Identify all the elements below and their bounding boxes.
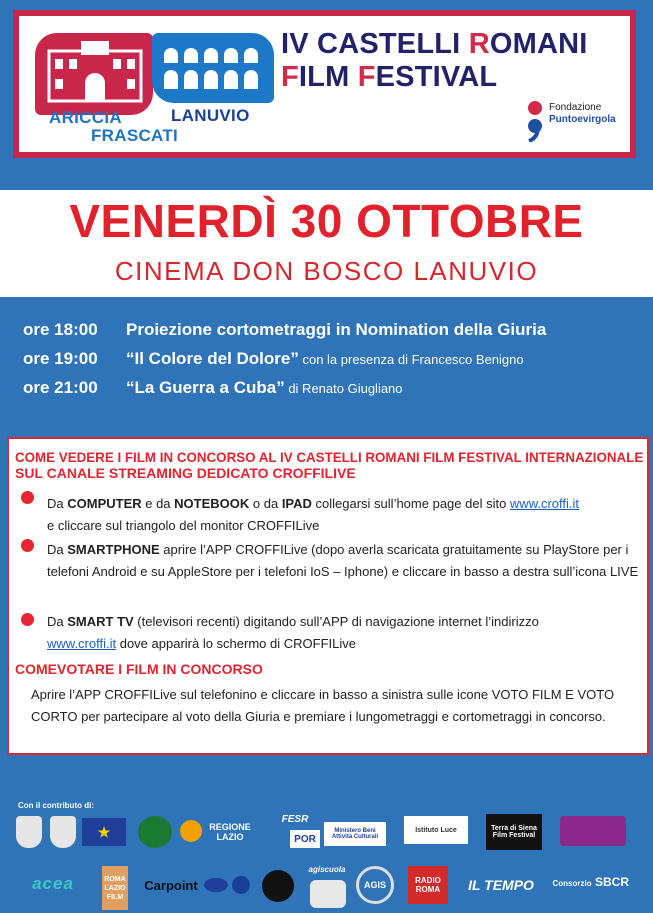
- schedule-extra: con la presenza di Francesco Benigno: [298, 352, 524, 367]
- ariccia-palace-icon: [35, 33, 153, 115]
- fondazione-line1: Fondazione: [549, 102, 602, 113]
- crest-icon: [16, 816, 42, 848]
- fondazione-text: [549, 102, 616, 126]
- text-part: o da: [249, 496, 282, 511]
- event-venue: CINEMA DON BOSCO LANUVIO: [114, 256, 539, 286]
- instruction-smart-tv: [47, 611, 642, 655]
- text-part: e cliccare sul triangolo del monitor CROFFILive: [47, 518, 320, 533]
- schedule-time: ore 21:00: [23, 378, 98, 397]
- radio-logo: RADIO ROMA: [408, 866, 448, 904]
- semicolon-logo-icon: [523, 98, 547, 142]
- schedule-list: [23, 320, 546, 407]
- streaming-heading-line2: SUL CANALE STREAMING DEDICATO CROFFILIVE: [15, 465, 356, 481]
- bullet-dot-icon: [21, 539, 34, 552]
- streaming-info-box: [7, 437, 649, 755]
- keyword: SMARTPHONE: [67, 542, 160, 557]
- town-frascati: FRASCATI: [91, 126, 179, 145]
- text-part: e da: [141, 496, 175, 511]
- lanuvio-logo-block: [152, 33, 274, 103]
- text-part: dove apparirà lo schermo di CROFFILive: [116, 636, 356, 651]
- ford-icon: [204, 878, 228, 892]
- vote-heading: COMEVOTARE I FILM IN CONCORSO: [15, 661, 263, 677]
- bullet-dot-icon: [21, 491, 34, 504]
- festival-title: [281, 28, 636, 94]
- streaming-heading-line1: COME VEDERE I FILM IN CONCORSO AL IV CASTELLI ROMANI FILM FESTIVAL INTERNAZIONALE: [15, 449, 644, 465]
- lazio-emblem-icon: [180, 820, 202, 842]
- schedule-title: “Il Colore del Dolore”: [126, 349, 299, 368]
- vote-instructions: Aprire l’APP CROFFILive sul telefonino e cliccare in basso a sinistra sulle icone VOTO FILM E VOTO CORTO per partecipare al voto della Giuria e premiare i lungometraggi e cortometraggi in concorso.: [31, 687, 615, 724]
- carpoint-logo: Carpoint: [144, 877, 198, 893]
- keyword: IPAD: [281, 496, 312, 511]
- festival-title-line2: [281, 61, 636, 94]
- instruction-computer: [47, 493, 642, 537]
- agiscuola-logo: agiscuola: [308, 864, 346, 874]
- croffi-link[interactable]: www.croffi.it: [509, 496, 580, 511]
- bullet-dot-icon: [21, 613, 34, 626]
- keyword: COMPUTER: [67, 496, 142, 511]
- schedule-title: Proiezione cortometraggi in Nomination della Giuria: [126, 320, 547, 339]
- schedule-time: ore 19:00: [23, 349, 98, 368]
- text-part: Da: [47, 496, 68, 511]
- text-part: (televisori recenti) digitando sull’APP di navigazione internet l’indirizzo: [133, 614, 539, 629]
- roma-lazio-film-logo: ROMA LAZIO FILM: [102, 866, 128, 910]
- keyword: NOTEBOOK: [174, 496, 250, 511]
- fesr-logo: FESR: [281, 813, 309, 825]
- title-accent: R: [468, 28, 490, 60]
- schedule-extra: di Renato Giugliano: [284, 381, 403, 396]
- vw-icon: [232, 876, 250, 894]
- schedule-row: [23, 378, 546, 407]
- fondazione-line2: Puntoevirgola: [549, 114, 616, 125]
- il-tempo-logo: IL TEMPO: [468, 877, 534, 893]
- text-part: Da: [47, 542, 68, 557]
- ariccia-logo-block: [35, 33, 153, 115]
- emblem-icon: [138, 816, 172, 848]
- festival-badge-icon: [560, 816, 626, 846]
- eu-flag-icon: ★: [82, 818, 126, 846]
- schedule-row: [23, 349, 546, 378]
- festival-header: [13, 10, 636, 158]
- regione-lazio-logo: REGIONE LAZIO: [209, 822, 251, 842]
- text-part: collegarsi sull’home page del sito: [311, 496, 510, 511]
- seal-icon: [262, 870, 294, 902]
- keyword: SMART TV: [67, 614, 134, 629]
- acea-logo: acea: [32, 874, 74, 893]
- event-date: VENERDÌ 30 OTTOBRE: [69, 195, 584, 247]
- header-panel: [19, 16, 630, 152]
- title-accent: F: [281, 61, 299, 93]
- consorzio-logo: Consorzio: [552, 878, 592, 888]
- title-accent: F: [357, 61, 376, 93]
- instruction-smartphone: [47, 539, 642, 583]
- croffi-link[interactable]: www.croffi.it: [47, 636, 117, 651]
- por-logo: POR: [290, 830, 320, 848]
- title-part: OMANI: [489, 28, 588, 60]
- title-part: ESTIVAL: [375, 61, 498, 93]
- fondazione-logo: [523, 98, 633, 148]
- town-lanuvio: LANUVIO: [171, 106, 250, 125]
- streaming-heading: [15, 449, 645, 481]
- schedule-time: ore 18:00: [23, 320, 98, 339]
- terra-di-siena-logo: Terra di Siena Film Festival: [486, 814, 542, 850]
- text-part: Da: [47, 614, 68, 629]
- agis-logo: AGIS: [356, 866, 394, 904]
- istituto-logo: Istituto Luce: [404, 816, 468, 844]
- crest-icon: [50, 816, 76, 848]
- text-part: aprire l’APP CROFFILive (dopo averla scaricata gratuitamente su PlayStore per i telefoni Android e su AppleStore per i telefoni IoS – Iphone) e cliccare in basso a destra sull’icona LIVE: [47, 542, 639, 579]
- title-part: IV CASTELLI: [281, 28, 469, 60]
- schedule-title: “La Guerra a Cuba”: [126, 378, 285, 397]
- agiscuola-mark-icon: [310, 880, 346, 908]
- schedule-row: [23, 320, 546, 349]
- contributors-label: Con il contributo di:: [18, 801, 94, 810]
- sbcr-logo: SBCR: [594, 875, 629, 889]
- ministero-logo: Ministero Beni Attività Culturali: [324, 822, 386, 846]
- lanuvio-arches-icon: [152, 33, 274, 103]
- date-band: [0, 190, 653, 297]
- festival-title-line1: [281, 28, 636, 61]
- town-ariccia: ARICCIA: [49, 108, 122, 127]
- title-part: ILM: [298, 61, 358, 93]
